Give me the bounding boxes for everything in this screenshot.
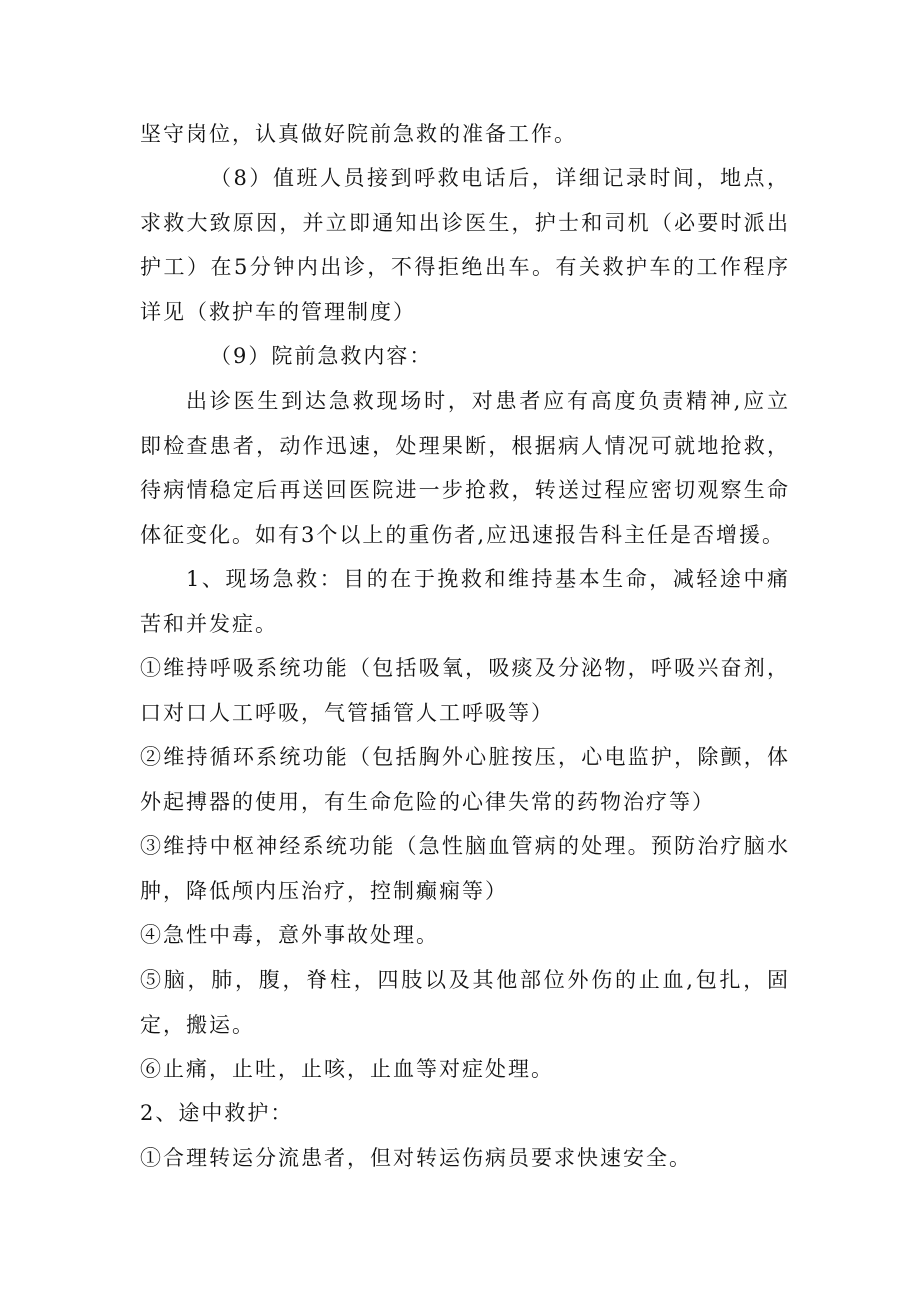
paragraph-6: ①维持呼吸系统功能（包括吸氧，吸痰及分泌物，呼吸兴奋剂，口对口人工呼吸，气管插管人工呼吸等） [140, 656, 790, 725]
paragraph-2: （8）值班人员接到呼救电话后，详细记录时间，地点，求救大致原因，并立即通知出诊医生，护士和司机（必要时派出护工）在5分钟内出诊，不得拒绝出车。有关救护车的工作程序详见（救护车的管理制度） [140, 166, 790, 324]
paragraph-8: ③维持中枢神经系统功能（急性脑血管病的处理。预防治疗脑水肿，降低颅内压治疗，控制癫痫等） [140, 834, 790, 903]
paragraph-4: 出诊医生到达急救现场时，对患者应有高度负责精神,应立即检查患者，动作迅速，处理果断，根据病人情况可就地抢救，待病情稳定后再送回医院进一步抢救，转送过程应密切观察生命体征变化。如有3个以上的重伤者,应迅速报告科主任是否增援。 [140, 389, 790, 547]
paragraph-3: （9）院前急救内容： [210, 344, 433, 368]
paragraph-1: 坚守岗位，认真做好院前急救的准备工作。 [140, 122, 577, 146]
paragraph-11: ⑥止痛，止吐，止咳，止血等对症处理。 [140, 1057, 554, 1081]
paragraph-7: ②维持循环系统功能（包括胸外心脏按压，心电监护，除颤，体外起搏器的使用，有生命危险的心律失常的药物治疗等） [140, 745, 790, 814]
paragraph-9: ④急性中毒，意外事故处理。 [140, 923, 439, 947]
paragraph-13: ①合理转运分流患者，但对转运伤病员要求快速安全。 [140, 1146, 692, 1170]
paragraph-5: 1、现场急救：目的在于挽救和维持基本生命，减轻途中痛苦和并发症。 [140, 567, 790, 636]
paragraph-12: 2、途中救护： [140, 1101, 294, 1125]
paragraph-10: ⑤脑，肺，腹，脊柱，四肢以及其他部位外伤的止血,包扎，固定，搬运。 [140, 968, 790, 1037]
